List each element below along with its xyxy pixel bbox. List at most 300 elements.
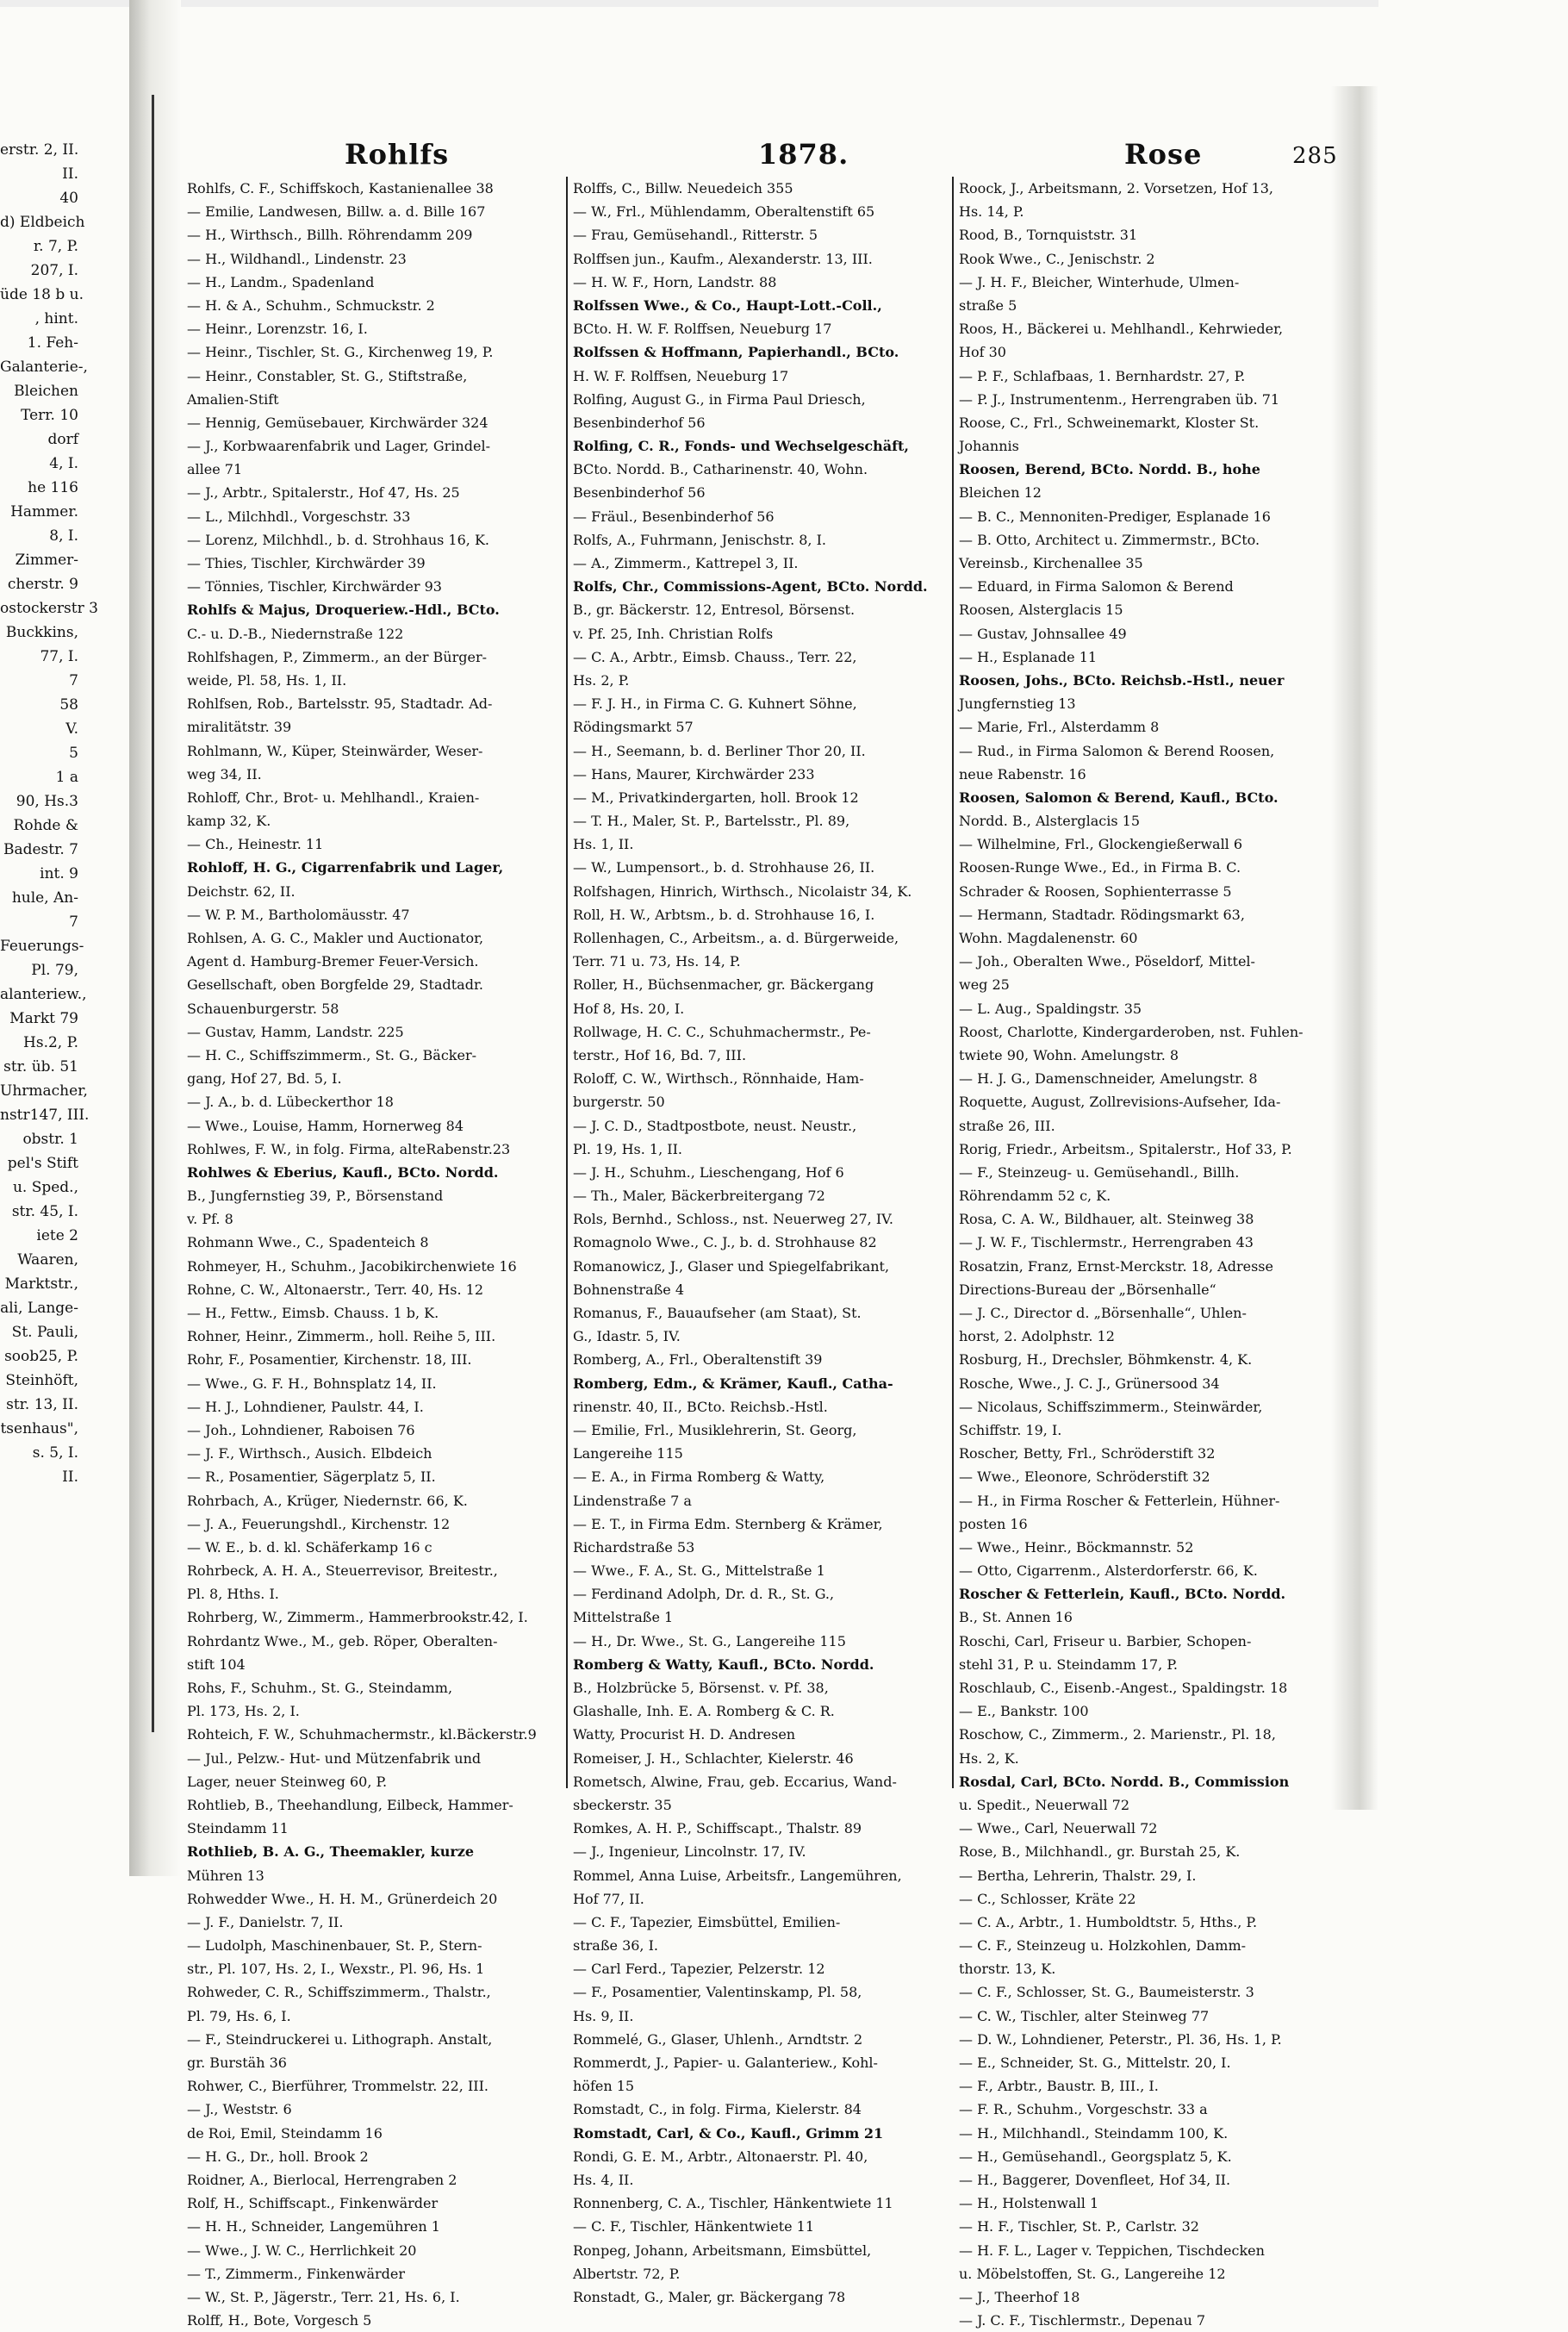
facing-page-text: pel's Stift: [7, 1155, 78, 1172]
directory-entry: burgerstr. 50: [573, 1094, 665, 1111]
facing-page-text: 1. Feh-: [27, 334, 78, 352]
facing-page-fragment: [0, 138, 98, 1775]
directory-entry: Watty, Procurist H. D. Andresen: [573, 1726, 796, 1743]
directory-entry: — Th., Maler, Bäckerbreitergang 72: [573, 1188, 825, 1205]
directory-entry: — A., Zimmerm., Kattrepel 3, II.: [573, 555, 799, 571]
column-divider: [952, 177, 954, 1788]
directory-entry: Lager, neuer Steinweg 60, P.: [187, 1773, 388, 1790]
facing-page-text: r. 7, P.: [33, 238, 78, 255]
directory-entry-firm: Romberg & Watty, Kaufl., BCto. Nordd.: [573, 1655, 874, 1673]
directory-entry: — Nicolaus, Schiffszimmerm., Steinwärder,: [959, 1398, 1263, 1415]
directory-entry: Romkes, A. H. P., Schiffscapt., Thalstr. 89: [573, 1820, 862, 1837]
facing-page-text: str. üb. 51: [3, 1058, 78, 1076]
directory-entry: — Jul., Pelzw.- Hut- und Mützenfabrik und: [187, 1749, 482, 1767]
directory-entry: rinenstr. 40, II., BCto. Reichsb.-Hstl.: [573, 1398, 828, 1415]
directory-entry: stift 104: [187, 1655, 246, 1673]
directory-entry: — W., Frl., Mühlendamm, Oberaltenstift 65: [573, 203, 875, 221]
directory-entry: — H., Wildhandl., Lindenstr. 23: [187, 250, 407, 267]
directory-entry: v. Pf. 8: [187, 1211, 233, 1228]
directory-entry: — Wwe., Eleonore, Schröderstift 32: [959, 1468, 1210, 1486]
directory-entry: Roos, H., Bäckerei u. Mehlhandl., Kehrwieder,: [959, 321, 1284, 338]
directory-entry: BCto. H. W. F. Rolffsen, Neueburg 17: [573, 321, 832, 338]
directory-entry: — J. F., Danielstr. 7, II.: [187, 1913, 344, 1930]
directory-entry: — C. F., Steinzeug u. Holzkohlen, Damm-: [959, 1937, 1247, 1955]
directory-entry: — H., Dr. Wwe., St. G., Langereihe 115: [573, 1632, 846, 1649]
facing-page-text: 40: [59, 190, 78, 207]
directory-entry: Roll, H. W., Arbtsm., b. d. Strohhause 16, I.: [573, 906, 875, 923]
directory-entry: — H., Gemüsehandl., Georgsplatz 5, K.: [959, 2148, 1232, 2165]
directory-entry: Rolfing, August G., in Firma Paul Driesch,: [573, 390, 866, 408]
directory-entry: Rolf, H., Schiffscapt., Finkenwärder: [187, 2195, 439, 2212]
directory-entry: Mittelstraße 1: [573, 1609, 674, 1626]
directory-entry: Roquette, August, Zollrevisions-Aufseher, Ida-: [959, 1094, 1281, 1111]
directory-entry: — Marie, Frl., Alsterdamm 8: [959, 719, 1160, 736]
directory-entry-firm: Rohlwes & Eberius, Kaufl., BCto. Nordd.: [187, 1163, 499, 1181]
directory-entry: — C. F., Tischler, Hänkentwiete 11: [573, 2218, 815, 2235]
directory-entry: — Emilie, Frl., Musiklehrerin, St. Georg,: [573, 1421, 857, 1438]
directory-entry: — Heinr., Constabler, St. G., Stiftstraße,: [187, 367, 468, 384]
directory-entry: Roschow, C., Zimmerm., 2. Marienstr., Pl. 18,: [959, 1726, 1276, 1743]
directory-entry: — W. P. M., Bartholomäusstr. 47: [187, 906, 410, 923]
facing-page-text: nstr147, III.: [0, 1107, 90, 1124]
facing-page-text: iete 2: [36, 1227, 78, 1244]
directory-entry: Rohwer, C., Bierführer, Trommelstr. 22, III.: [187, 2078, 489, 2095]
directory-entry: — H., Baggerer, Dovenfleet, Hof 34, II.: [959, 2171, 1231, 2188]
directory-entry: Röhrendamm 52 c, K.: [959, 1188, 1111, 1205]
directory-entry: Rohr, F., Posamentier, Kirchenstr. 18, III.: [187, 1351, 472, 1369]
facing-page-text: 7: [69, 672, 78, 689]
directory-entry: Rose, B., Milchhandl., gr. Burstah 25, K.: [959, 1843, 1241, 1861]
facing-page-text: Buckkins,: [5, 624, 78, 641]
directory-entry: Bleichen 12: [959, 484, 1042, 502]
directory-entry: — T., Zimmerm., Finkenwärder: [187, 2265, 406, 2282]
directory-entry: BCto. Nordd. B., Catharinenstr. 40, Wohn.: [573, 461, 868, 478]
directory-columns: [187, 177, 1333, 2329]
directory-entry: stehl 31, P. u. Steindamm 17, P.: [959, 1655, 1178, 1673]
directory-entry: — J. A., b. d. Lübeckerthor 18: [187, 1094, 394, 1111]
directory-entry: Hs. 14, P.: [959, 203, 1024, 221]
facing-page-text: , hint.: [34, 310, 78, 327]
directory-entry: straße 36, I.: [573, 1937, 659, 1955]
directory-entry-firm: Rolfing, C. R., Fonds- und Wechselgeschäft,: [573, 438, 909, 455]
facing-page-text: he 116: [28, 479, 78, 496]
directory-entry: Besenbinderhof 56: [573, 414, 706, 431]
directory-entry: Romeiser, J. H., Schlachter, Kielerstr. 46: [573, 1749, 854, 1767]
directory-entry: gang, Hof 27, Bd. 5, I.: [187, 1070, 342, 1088]
directory-entry: Hof 77, II.: [573, 1890, 644, 1907]
directory-entry: — F., Arbtr., Baustr. B, III., I.: [959, 2078, 1159, 2095]
directory-entry: Rolfshagen, Hinrich, Wirthsch., Nicolaistr 34, K.: [573, 882, 912, 900]
directory-entry: — J. A., Feuerungshdl., Kirchenstr. 12: [187, 1515, 451, 1532]
directory-entry: — T. H., Maler, St. P., Bartelsstr., Pl. 89,: [573, 813, 850, 830]
directory-entry: — H. F. L., Lager v. Teppichen, Tischdecken: [959, 2242, 1265, 2259]
directory-entry: Hs. 9, II.: [573, 2007, 634, 2024]
facing-page-text: Steinhöft,: [5, 1372, 78, 1389]
directory-entry: H. W. F. Rolffsen, Neueburg 17: [573, 367, 789, 384]
directory-entry: G., Idastr. 5, IV.: [573, 1328, 681, 1345]
directory-entry: Directions-Bureau der „Börsenhalle“: [959, 1281, 1216, 1298]
page-edge: [0, 0, 1378, 7]
facing-page-text: 5: [69, 745, 78, 762]
facing-page-text: 7: [69, 913, 78, 931]
directory-entry: Rommel, Anna Luise, Arbeitsfr., Langemühren,: [573, 1867, 902, 1884]
directory-entry: Besenbinderhof 56: [573, 484, 706, 502]
directory-entry: Rohs, F., Schuhm., St. G., Steindamm,: [187, 1680, 453, 1696]
directory-entry: — J. H. F., Bleicher, Winterhude, Ulmen-: [959, 273, 1240, 290]
directory-entry: Rohwedder Wwe., H. H. M., Grünerdeich 20: [187, 1890, 498, 1907]
directory-entry: — F., Steinzeug- u. Gemüsehandl., Billh.: [959, 1163, 1240, 1181]
directory-entry: Rohlsen, A. G. C., Makler und Auctionator,: [187, 930, 484, 946]
facing-page-text: s. 5, I.: [32, 1444, 78, 1462]
directory-entry-firm: Rosdal, Carl, BCto. Nordd. B., Commission: [959, 1773, 1290, 1790]
facing-page-text: tsenhaus",: [0, 1420, 78, 1437]
directory-entry: thorstr. 13, K.: [959, 1961, 1056, 1978]
directory-entry: Romanus, F., Bauaufseher (am Staat), St.: [573, 1305, 862, 1321]
column-divider: [566, 177, 568, 1788]
facing-page-text: soob25, P.: [4, 1348, 78, 1365]
page-right-edge-shadow: [1331, 86, 1378, 1810]
facing-page-text: 8, I.: [49, 527, 78, 545]
directory-entry: — Wwe., G. F. H., Bohnsplatz 14, II.: [187, 1375, 437, 1392]
directory-entry: weide, Pl. 58, Hs. 1, II.: [187, 671, 347, 689]
directory-entry: — H. & A., Schuhm., Schmuckstr. 2: [187, 296, 435, 314]
facing-page-text: alanteriew.,: [0, 986, 87, 1003]
directory-entry: — Wilhelmine, Frl., Glockengießerwall 6: [959, 836, 1243, 853]
directory-entry: Rohlfsen, Rob., Bartelsstr. 95, Stadtadr. Ad-: [187, 695, 493, 713]
directory-entry: Jungfernstieg 13: [959, 695, 1076, 713]
directory-entry-firm: Roosen, Berend, BCto. Nordd. B., hohe: [959, 461, 1260, 478]
directory-entry: Amalien-Stift: [187, 390, 279, 408]
directory-entry: Wohn. Magdalenenstr. 60: [959, 930, 1138, 946]
directory-entry: Rols, Bernhd., Schloss., nst. Neuerweg 27, IV.: [573, 1211, 894, 1228]
facing-page-text: Waaren,: [17, 1251, 78, 1269]
directory-entry: Hof 8, Hs. 20, I.: [573, 1000, 685, 1017]
facing-page-text: dorf: [47, 431, 78, 448]
directory-entry: Rommelé, G., Glaser, Uhlenh., Arndtstr. 2: [573, 2030, 863, 2048]
directory-entry: Pl. 79, Hs. 6, I.: [187, 2007, 291, 2024]
directory-entry: — C. W., Tischler, alter Steinweg 77: [959, 2007, 1210, 2024]
directory-entry: Pl. 173, Hs. 2, I.: [187, 1703, 300, 1720]
directory-entry: Rohrdantz Wwe., M., geb. Röper, Oberalten-: [187, 1632, 498, 1649]
directory-entry: Rohrbach, A., Krüger, Niedernstr. 66, K.: [187, 1492, 468, 1509]
book-spine-line: [152, 95, 154, 1732]
directory-entry: — J. W. F., Tischlermstr., Herrengraben 43: [959, 1234, 1254, 1251]
directory-entry: Rohteich, F. W., Schuhmachermstr., kl.Bäckerstr.9: [187, 1726, 537, 1743]
directory-entry: sbeckerstr. 35: [573, 1796, 672, 1813]
directory-entry: Roscher, Betty, Frl., Schröderstift 32: [959, 1445, 1216, 1462]
facing-page-text: Marktstr.,: [4, 1275, 78, 1293]
directory-entry: B., Holzbrücke 5, Börsenst. v. Pf. 38,: [573, 1680, 829, 1696]
directory-entry: — Otto, Cigarrenm., Alsterdorferstr. 66, K.: [959, 1562, 1258, 1580]
directory-entry: Rolff, H., Bote, Vorgesch 5: [187, 2312, 372, 2329]
directory-entry: Hs. 1, II.: [573, 836, 634, 853]
directory-entry: — F. R., Schuhm., Vorgeschstr. 33 a: [959, 2101, 1208, 2118]
directory-entry: u. Möbelstoffen, St. G., Langereihe 12: [959, 2265, 1226, 2282]
facing-page-text: obstr. 1: [22, 1131, 78, 1148]
directory-entry: Terr. 71 u. 73, Hs. 14, P.: [573, 953, 741, 970]
directory-entry-firm: Rothlieb, B. A. G., Theemakler, kurze: [187, 1843, 475, 1861]
directory-entry: neue Rabenstr. 16: [959, 765, 1086, 783]
directory-entry: Roller, H., Büchsenmacher, gr. Bäckergang: [573, 976, 874, 994]
facing-page-text: ali, Lange-: [0, 1300, 78, 1317]
directory-entry: — Gustav, Johnsallee 49: [959, 625, 1127, 642]
directory-entry: Agent d. Hamburg-Bremer Feuer-Versich.: [187, 953, 479, 970]
directory-entry: — Wwe., J. W. C., Herrlichkeit 20: [187, 2242, 417, 2259]
directory-entry: — C. A., Arbtr., Eimsb. Chauss., Terr. 22,: [573, 648, 857, 665]
directory-entry: — B. Otto, Architect u. Zimmermstr., BCto.: [959, 531, 1260, 548]
directory-entry: Schrader & Roosen, Sophienterrasse 5: [959, 882, 1232, 900]
directory-entry: Glashalle, Inh. E. A. Romberg & C. R.: [573, 1703, 835, 1720]
directory-entry-firm: Rohloff, H. G., Cigarrenfabrik und Lager,: [187, 859, 504, 876]
directory-entry: Rohrberg, W., Zimmerm., Hammerbrookstr.42, I.: [187, 1609, 528, 1626]
directory-entry: Rosburg, H., Drechsler, Böhmkenstr. 4, K.: [959, 1351, 1253, 1369]
directory-entry: Rohmeyer, H., Schuhm., Jacobikirchenwiete 16: [187, 1257, 517, 1275]
header-right-keyword: Rose: [1124, 138, 1203, 171]
directory-entry: Rödingsmarkt 57: [573, 719, 694, 736]
facing-page-text: Markt 79: [9, 1010, 78, 1027]
directory-entry: höfen 15: [573, 2078, 635, 2095]
directory-entry: Rohrbeck, A. H. A., Steuerrevisor, Breitestr.,: [187, 1562, 498, 1580]
directory-entry: Romberg, A., Frl., Oberaltenstift 39: [573, 1351, 823, 1369]
directory-entry: Rohlwes, F. W., in folg. Firma, alteRabenstr.23: [187, 1140, 511, 1157]
header-year: 1878.: [758, 138, 849, 171]
directory-entry: weg 25: [959, 976, 1010, 994]
directory-entry: — F., Steindruckerei u. Lithograph. Anstalt,: [187, 2030, 493, 2048]
directory-entry: — J. C. F., Tischlermstr., Depenau 7: [959, 2312, 1206, 2329]
directory-entry: Rohner, Heinr., Zimmerm., holl. Reihe 5, III.: [187, 1328, 496, 1345]
directory-entry: — H. J., Lohndiener, Paulstr. 44, I.: [187, 1398, 424, 1415]
directory-entry: Nordd. B., Alsterglacis 15: [959, 813, 1141, 830]
directory-entry: — Ferdinand Adolph, Dr. d. R., St. G.,: [573, 1586, 835, 1603]
directory-entry: posten 16: [959, 1515, 1028, 1532]
facing-page-text: 77, I.: [40, 648, 78, 665]
directory-entry: terstr., Hof 16, Bd. 7, III.: [573, 1046, 747, 1063]
directory-entry: de Roi, Emil, Steindamm 16: [187, 2124, 383, 2142]
directory-entry: — J., Korbwaarenfabrik und Lager, Grindel-: [187, 438, 490, 455]
directory-entry: Roosen-Runge Wwe., Ed., in Firma B. C.: [959, 859, 1241, 876]
directory-entry: — J. C., Director d. „Börsenhalle“, Uhlen-: [959, 1305, 1247, 1321]
directory-entry: — H., Holstenwall 1: [959, 2195, 1099, 2212]
directory-entry: Johannis: [959, 438, 1019, 455]
directory-entry: Ronnenberg, C. A., Tischler, Hänkentwiete 11: [573, 2195, 893, 2212]
directory-entry: miralitätstr. 39: [187, 719, 292, 736]
directory-entry: Roschlaub, C., Eisenb.-Angest., Spaldingstr. 18: [959, 1680, 1288, 1696]
facing-page-text: Hammer.: [10, 503, 78, 521]
directory-entry-firm: Romberg, Edm., & Krämer, Kaufl., Catha-: [573, 1375, 893, 1392]
directory-entry: — Heinr., Lorenzstr. 16, I.: [187, 321, 368, 338]
directory-entry: Rohne, C. W., Altonaerstr., Terr. 40, Hs. 12: [187, 1281, 483, 1298]
header-left-keyword: Rohlfs: [345, 138, 450, 171]
directory-entry-firm: Roscher & Fetterlein, Kaufl., BCto. Nordd.: [959, 1586, 1286, 1603]
directory-entry: Bohnenstraße 4: [573, 1281, 685, 1298]
directory-entry: Hs. 2, P.: [573, 671, 630, 689]
directory-entry: — R., Posamentier, Sägerplatz 5, II.: [187, 1468, 436, 1486]
directory-entry: — E., Schneider, St. G., Mittelstr. 20, I.: [959, 2055, 1231, 2071]
directory-entry: — M., Privatkindergarten, holl. Brook 12: [573, 789, 859, 806]
directory-entry: Steindamm 11: [187, 1820, 289, 1837]
directory-entry: — E. A., in Firma Romberg & Watty,: [573, 1468, 825, 1486]
facing-page-text: Galanterie-,: [0, 359, 88, 376]
directory-entry: — P. J., Instrumentenm., Herrengraben üb. 71: [959, 390, 1280, 408]
directory-entry: str., Pl. 107, Hs. 2, I., Wexstr., Pl. 96, Hs. 1: [187, 1961, 485, 1978]
directory-entry: — Carl Ferd., Tapezier, Pelzerstr. 12: [573, 1961, 825, 1978]
directory-entry: — J. C. D., Stadtpostbote, neust. Neustr.,: [573, 1117, 857, 1134]
directory-entry: kamp 32, K.: [187, 813, 271, 830]
directory-entry: — Hermann, Stadtadr. Rödingsmarkt 63,: [959, 906, 1245, 923]
directory-entry: Pl. 19, Hs. 1, II.: [573, 1140, 682, 1157]
directory-entry: horst, 2. Adolphstr. 12: [959, 1328, 1115, 1345]
directory-entry: — Bertha, Lehrerin, Thalstr. 29, I.: [959, 1867, 1197, 1884]
directory-entry: — H. F., Tischler, St. P., Carlstr. 32: [959, 2218, 1199, 2235]
facing-page-text: 207, I.: [30, 262, 78, 279]
directory-entry: — H. W. F., Horn, Landstr. 88: [573, 273, 777, 290]
directory-entry: Romagnolo Wwe., C. J., b. d. Strohhause 82: [573, 1234, 877, 1251]
directory-entry: Deichstr. 62, II.: [187, 882, 296, 900]
directory-entry: — Hans, Maurer, Kirchwärder 233: [573, 765, 815, 783]
facing-page-text: II.: [62, 1468, 78, 1486]
directory-entry: — Gustav, Hamm, Landstr. 225: [187, 1023, 404, 1040]
directory-entry: Rollwage, H. C. C., Schuhmachermstr., Pe-: [573, 1023, 871, 1040]
directory-entry: Roloff, C. W., Wirthsch., Rönnhaide, Ham-: [573, 1070, 864, 1088]
directory-entry: Rohtlieb, B., Theehandlung, Eilbeck, Hammer-: [187, 1796, 513, 1813]
directory-entry: — J., Theerhof 18: [959, 2288, 1080, 2305]
directory-entry: Richardstraße 53: [573, 1538, 695, 1556]
facing-page-text: Badestr. 7: [3, 841, 78, 858]
directory-entry: — Wwe., Heinr., Böckmannstr. 52: [959, 1538, 1194, 1556]
directory-entry: Roost, Charlotte, Kindergarderoben, nst. Fuhlen-: [959, 1023, 1304, 1040]
directory-entry: — P. F., Schlafbaas, 1. Bernhardstr. 27, P.: [959, 367, 1246, 384]
directory-entry: — F., Posamentier, Valentinskamp, Pl. 58,: [573, 1984, 862, 2001]
facing-page-text: 58: [59, 696, 78, 714]
directory-entry: — F. J. H., in Firma C. G. Kuhnert Söhne,: [573, 695, 857, 713]
directory-entry: straße 26, III.: [959, 1117, 1055, 1134]
facing-page-text: u. Sped.,: [12, 1179, 78, 1196]
facing-page-text: Terr. 10: [21, 407, 78, 424]
directory-entry: — J. F., Wirthsch., Ausich. Elbdeich: [187, 1445, 432, 1462]
directory-entry: Roose, C., Frl., Schweinemarkt, Kloster St.: [959, 414, 1260, 431]
directory-entry: — H. H., Schneider, Langemühren 1: [187, 2218, 440, 2235]
directory-entry: — Tönnies, Tischler, Kirchwärder 93: [187, 578, 442, 595]
facing-page-text: erstr. 2, II.: [0, 141, 79, 159]
directory-entry: — W., St. P., Jägerstr., Terr. 21, Hs. 6, I.: [187, 2288, 460, 2305]
directory-entry-firm: Rolfs, Chr., Commissions-Agent, BCto. Nordd.: [573, 578, 928, 595]
facing-page-text: üde 18 b u.: [0, 286, 84, 303]
facing-page-text: V.: [65, 720, 78, 738]
directory-entry: Rosatzin, Franz, Ernst-Merckstr. 18, Adresse: [959, 1257, 1273, 1275]
directory-entry: — H., Wirthsch., Billh. Röhrendamm 209: [187, 227, 473, 244]
directory-entry: — H. J. G., Damenschneider, Amelungstr. 8: [959, 1070, 1258, 1088]
facing-page-text: 4, I.: [49, 455, 78, 472]
directory-entry: — Hennig, Gemüsebauer, Kirchwärder 324: [187, 414, 488, 431]
directory-entry: Rohweder, C. R., Schiffszimmerm., Thalstr.,: [187, 1984, 491, 2001]
directory-entry: — Heinr., Tischler, St. G., Kirchenweg 19, P.: [187, 344, 494, 361]
directory-entry: B., gr. Bäckerstr. 12, Entresol, Börsenst.: [573, 602, 856, 619]
facing-page-text: str. 13, II.: [6, 1396, 78, 1413]
facing-page-text: str. 45, I.: [11, 1203, 78, 1220]
directory-entry: — C., Schlosser, Kräte 22: [959, 1890, 1136, 1907]
directory-entry: Rood, B., Tornquiststr. 31: [959, 227, 1138, 244]
directory-entry: — H. G., Dr., holl. Brook 2: [187, 2148, 369, 2165]
directory-entry: — H., Seemann, b. d. Berliner Thor 20, II.: [573, 742, 866, 759]
directory-entry: Rook Wwe., C., Jenischstr. 2: [959, 250, 1155, 267]
directory-entry: Rommerdt, J., Papier- u. Galanteriew., Kohl-: [573, 2055, 878, 2071]
directory-entry: Langereihe 115: [573, 1445, 683, 1462]
directory-entry: Romanowicz, J., Glaser und Spiegelfabrikant,: [573, 1257, 890, 1275]
directory-entry: Hs. 2, K.: [959, 1749, 1019, 1767]
book-spine-shadow: [129, 0, 181, 1876]
directory-entry: — C. F., Tapezier, Eimsbüttel, Emilien-: [573, 1913, 841, 1930]
directory-entry: v. Pf. 25, Inh. Christian Rolfs: [573, 625, 774, 642]
directory-entry: B., St. Annen 16: [959, 1609, 1073, 1626]
directory-entry-firm: Rolfssen & Hoffmann, Papierhandl., BCto.: [573, 344, 899, 361]
directory-entry: Gesellschaft, oben Borgfelde 29, Stadtadr.: [187, 976, 483, 994]
directory-entry: Rohlfs, C. F., Schiffskoch, Kastanienallee 38: [187, 180, 494, 196]
directory-entry: — C. A., Arbtr., 1. Humboldtstr. 5, Hths., P.: [959, 1913, 1258, 1930]
directory-entry: — H. C., Schiffszimmerm., St. G., Bäcker-: [187, 1046, 477, 1063]
directory-entry: Rosche, Wwe., J. C. J., Grünersood 34: [959, 1375, 1220, 1392]
directory-entry: — Rud., in Firma Salomon & Berend Roosen,: [959, 742, 1275, 759]
directory-entry: Schiffstr. 19, I.: [959, 1421, 1062, 1438]
directory-entry: — H., Landm., Spadenland: [187, 273, 375, 290]
directory-entry: — Wwe., Carl, Neuerwall 72: [959, 1820, 1158, 1837]
directory-entry: — H., Esplanade 11: [959, 648, 1098, 665]
directory-entry: Rollenhagen, C., Arbeitsm., a. d. Bürgerweide,: [573, 930, 899, 946]
directory-entry: Lindenstraße 7 a: [573, 1492, 692, 1509]
page-number: 285: [1292, 143, 1338, 169]
directory-entry: Mühren 13: [187, 1867, 264, 1884]
directory-entry: — Lorenz, Milchhdl., b. d. Strohhaus 16, K.: [187, 531, 489, 548]
directory-entry: — H., in Firma Roscher & Fetterlein, Hühner-: [959, 1492, 1280, 1509]
directory-entry: Rohloff, Chr., Brot- u. Mehlhandl., Kraien-: [187, 789, 480, 806]
directory-entry: — J., Arbtr., Spitalerstr., Hof 47, Hs. 25: [187, 484, 460, 502]
facing-page-text: ostockerstr 3: [0, 600, 98, 617]
facing-page-text: cherstr. 9: [7, 576, 78, 593]
directory-entry: — H., Fettw., Eimsb. Chauss. 1 b, K.: [187, 1305, 439, 1321]
directory-entry: — Thies, Tischler, Kirchwärder 39: [187, 555, 426, 571]
facing-page-text: Hs.2, P.: [23, 1034, 78, 1051]
directory-entry: — Wwe., Louise, Hamm, Hornerweg 84: [187, 1117, 464, 1134]
directory-entry: — Wwe., F. A., St. G., Mittelstraße 1: [573, 1562, 825, 1580]
directory-entry: — Joh., Oberalten Wwe., Pöseldorf, Mittel-: [959, 953, 1255, 970]
directory-entry: Rohlmann, W., Küper, Steinwärder, Weser-: [187, 742, 483, 759]
facing-page-text: int. 9: [40, 865, 78, 882]
directory-entry: Ronpeg, Johann, Arbeitsmann, Eimsbüttel,: [573, 2242, 872, 2259]
directory-entry: Rohmann Wwe., C., Spadenteich 8: [187, 1234, 429, 1251]
directory-entry: Rolfs, A., Fuhrmann, Jenischstr. 8, I.: [573, 531, 827, 548]
directory-entry: Rolffs, C., Billw. Neuedeich 355: [573, 180, 793, 196]
directory-entry: Ronstadt, G., Maler, gr. Bäckergang 78: [573, 2288, 846, 2305]
page-header: [345, 138, 1568, 181]
directory-entry: — J. H., Schuhm., Lieschengang, Hof 6: [573, 1163, 844, 1181]
directory-entry: Rorig, Friedr., Arbeitsm., Spitalerstr., Hof 33, P.: [959, 1140, 1292, 1157]
facing-page-text: hule, An-: [11, 889, 78, 907]
facing-page-text: St. Pauli,: [11, 1324, 78, 1341]
directory-entry: Schauenburgerstr. 58: [187, 1000, 339, 1017]
directory-entry: Rometsch, Alwine, Frau, geb. Eccarius, Wand-: [573, 1773, 897, 1790]
directory-entry: B., Jungfernstieg 39, P., Börsenstand: [187, 1188, 444, 1205]
directory-entry: — L. Aug., Spaldingstr. 35: [959, 1000, 1142, 1017]
directory-entry: Pl. 8, Hths. I.: [187, 1586, 279, 1603]
directory-entry: — H., Milchhandl., Steindamm 100, K.: [959, 2124, 1229, 2142]
directory-entry-firm: Roosen, Salomon & Berend, Kaufl., BCto.: [959, 789, 1279, 806]
facing-page-text: Zimmer-: [15, 552, 78, 569]
directory-entry: Romstadt, C., in folg. Firma, Kielerstr. 84: [573, 2101, 862, 2118]
directory-entry: Albertstr. 72, P.: [573, 2265, 681, 2282]
directory-entry: Rolffsen jun., Kaufm., Alexanderstr. 13, III.: [573, 250, 873, 267]
directory-entry: u. Spedit., Neuerwall 72: [959, 1796, 1129, 1813]
directory-entry: — C. F., Schlosser, St. G., Baumeisterstr. 3: [959, 1984, 1254, 2001]
directory-entry: — L., Milchhdl., Vorgeschstr. 33: [187, 508, 411, 525]
